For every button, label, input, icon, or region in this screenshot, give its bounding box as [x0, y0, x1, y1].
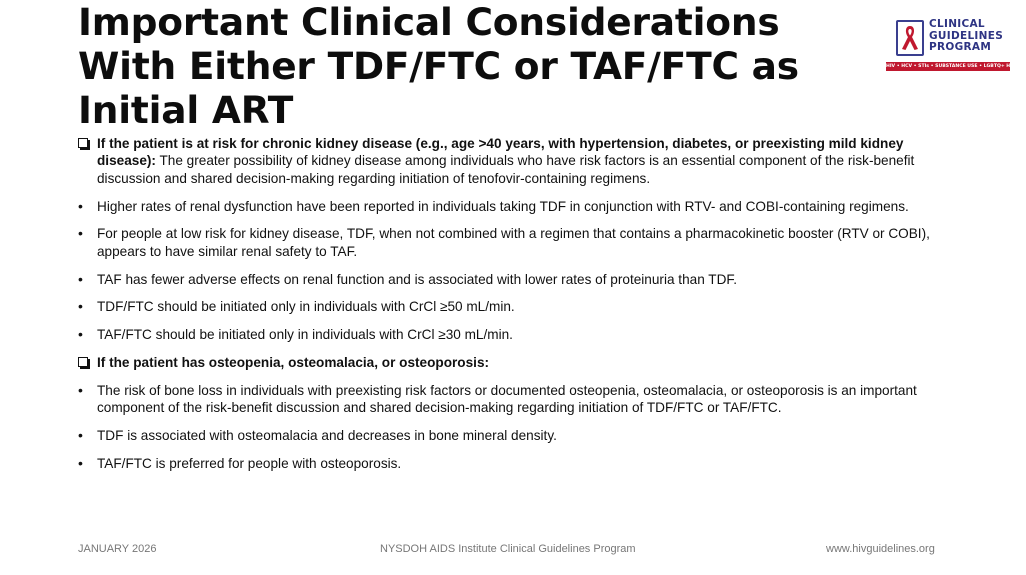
list-item — [78, 198, 948, 215]
item-text: TDF is associated with osteomalacia and decreases in bone mineral density. — [97, 428, 557, 443]
footer-program: NYSDOH AIDS Institute Clinical Guidelines Program — [380, 543, 636, 555]
list-item — [78, 225, 948, 260]
logo-wordmark — [929, 19, 1003, 54]
item-text: The greater possibility of kidney disease among individuals who have risk factors is an essential component of the risk-benefit discussion and shared decision-making regarding initiation of tenofovir-containing regimens. — [97, 153, 915, 186]
bullet-icon: • — [78, 454, 83, 471]
checkbox-bullet-icon — [78, 135, 92, 152]
item-text: TAF has fewer adverse effects on renal function and is associated with lower rates of proteinuria than TDF. — [97, 271, 737, 287]
bullet-icon: • — [78, 381, 83, 398]
list-item — [78, 455, 948, 472]
checkbox-bullet-icon — [78, 354, 92, 371]
bullet-icon: • — [78, 270, 83, 287]
logo-line-1: CLINICAL — [929, 18, 985, 30]
list-item — [78, 382, 948, 417]
footer-date: JANUARY 2026 — [78, 543, 157, 555]
clinical-guidelines-program-logo — [884, 18, 1026, 76]
logo-frame — [896, 20, 924, 56]
logo-line-2: GUIDELINES — [929, 29, 1004, 42]
list-item — [78, 326, 948, 343]
footer-url[interactable]: www.hivguidelines.org — [826, 543, 935, 555]
item-text: TAF/FTC should be initiated only in individuals with CrCl ≥30 mL/min. — [97, 327, 513, 343]
list-item — [78, 271, 948, 288]
list-item — [78, 427, 948, 444]
slide-title: Important Clinical Considerations With Either TDF/FTC or TAF/FTC as Initial ART — [78, 0, 799, 132]
item-text: TAF/FTC is preferred for people with osteoporosis. — [97, 455, 402, 471]
bullet-icon: • — [78, 427, 83, 443]
list-item — [78, 354, 948, 371]
bullet-icon: • — [78, 225, 83, 242]
item-heading: If the patient has osteopenia, osteomalacia, or osteoporosis: — [97, 355, 490, 370]
bullet-icon: • — [78, 298, 83, 315]
item-text: The risk of bone loss in individuals with preexisting risk factors or documented osteopenia, osteomalacia, or osteoporosis is an important component of the risk-benefit discussion and shared decision-making regarding initiation of TDF/FTC or TAF/FTC. — [97, 382, 917, 416]
item-text: TDF/FTC should be initiated only in individuals with CrCl ≥50 mL/min. — [97, 299, 515, 315]
list-item — [78, 298, 948, 315]
logo-line-3: PROGRAM — [929, 41, 992, 53]
list-item — [78, 135, 948, 187]
bullet-icon: • — [78, 197, 83, 214]
logo-tagline: HIV • HCV • STIs • SUBSTANCE USE • LGBTQ+ HEALTH — [886, 64, 1026, 69]
consideration-list — [78, 135, 948, 483]
item-text: Higher rates of renal dysfunction have been reported in individuals taking TDF in conjunction with RTV- and COBI-containing regimens. — [97, 198, 909, 214]
item-text: For people at low risk for kidney disease, TDF, when not combined with a regimen that contains a pharmacokinetic booster (RTV or COBI), appears to have similar renal safety to TAF. — [97, 226, 930, 259]
red-ribbon-icon — [898, 22, 922, 54]
bullet-icon: • — [78, 326, 83, 343]
item-heading: If the patient is at risk for chronic kidney disease (e.g., age >40 years, with hypertension, diabetes, or preexisting mild kidney disease): — [97, 136, 904, 169]
